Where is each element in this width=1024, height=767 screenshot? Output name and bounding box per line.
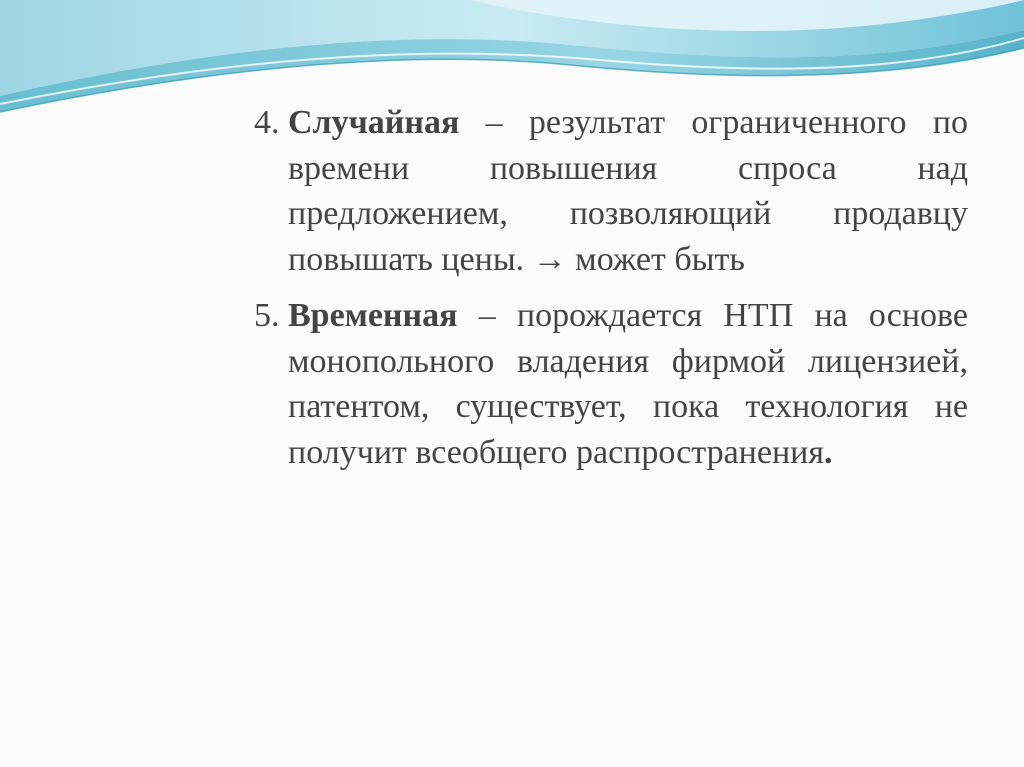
list-item-5 — [250, 293, 968, 475]
item-term: Случайная — [288, 104, 460, 141]
item-text: – результат ограниченного по времени повышения спроса над предложением, позволяющий продавцу повышать цены. → может быть — [288, 104, 968, 278]
item-term: Временная — [288, 297, 458, 334]
item-number: 4. — [254, 104, 280, 141]
item-text: – порождается НТП на основе монопольного владения фирмой лицензией, патентом, существует, пока технология не получит всеобщего распространения — [288, 297, 968, 471]
item-end: . — [823, 433, 833, 471]
slide-body — [250, 100, 968, 475]
item-number: 5. — [254, 297, 280, 334]
list-item-4 — [250, 100, 968, 282]
